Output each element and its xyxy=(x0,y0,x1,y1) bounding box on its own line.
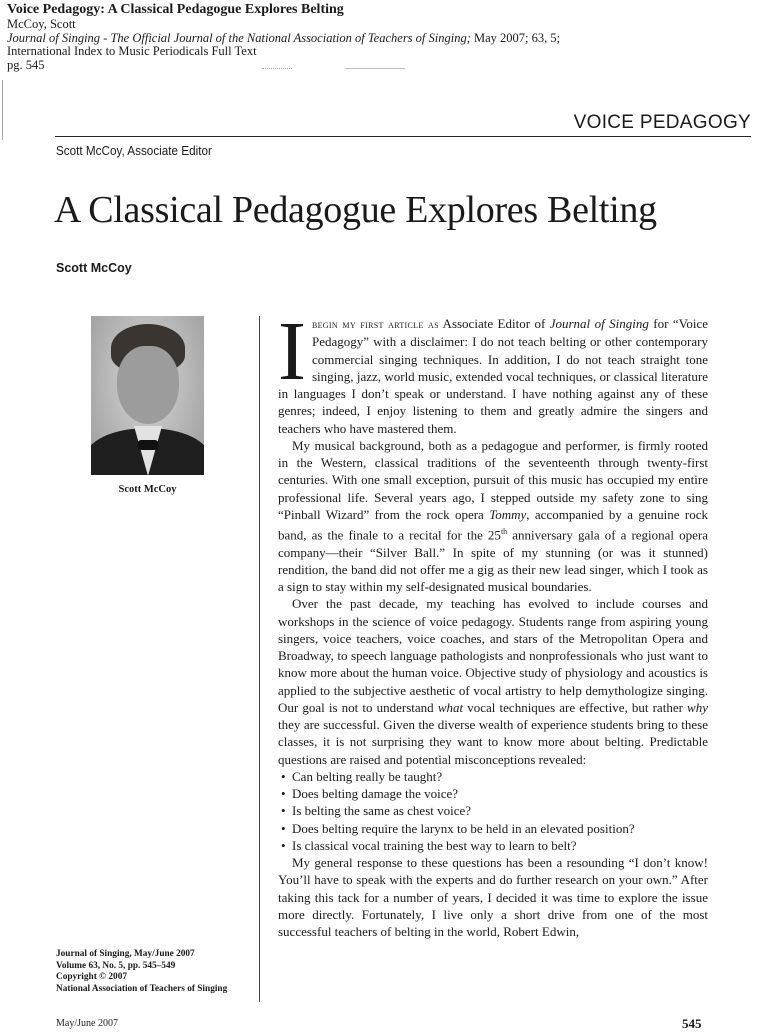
citation-index: International Index to Music Periodicals Full Text xyxy=(7,44,257,58)
list-item: • Is classical vocal training the best way to learn to belt? xyxy=(292,837,708,854)
citation-issue: May 2007; 63, 5; xyxy=(470,30,561,45)
citation-header xyxy=(7,2,757,72)
publication-info-line: National Association of Teachers of Singing xyxy=(56,983,228,994)
paragraph xyxy=(278,305,708,437)
text-run: vocal techniques are effective, but rather xyxy=(463,699,688,715)
question-list xyxy=(278,768,708,854)
paragraph xyxy=(278,437,708,596)
publication-info-line: Copyright © 2007 xyxy=(56,972,127,982)
text-run: they are successful. Given the diverse wealth of experience students bring to these classes, it is not surprising they want to know more about belting. Predictable questions are raised and potential misconceptions revealed: xyxy=(278,717,708,767)
footer-date: May/June 2007 xyxy=(56,1018,118,1029)
citation-page: pg. 545 xyxy=(7,57,45,72)
scan-edge-line xyxy=(2,80,3,140)
text-run: for “Voice Pedagogy” with a disclaimer: I do not teach belting or other contemporary commercial singing techniques. In addition, I do not teach straight tone singing, jazz, world music, extended vocal techniques, or classical literature in languages I don’t speak or understand. I have nothing against any of these genres; indeed, I enjoy listening to them and greatly admire the singers and teachers who have mastered them. xyxy=(278,316,708,436)
list-item: • Is belting the same as chest voice? xyxy=(292,802,708,819)
citation-title: Voice Pedagogy: A Classical Pedagogue Explores Belting xyxy=(7,2,344,17)
section-heading: VOICE PEDAGOGY xyxy=(573,112,751,133)
scan-mark xyxy=(345,68,405,69)
journal-name-italic: Journal of Singing xyxy=(549,316,649,331)
list-item: • Can belting really be taught? xyxy=(292,768,708,785)
opera-title-italic: Tommy xyxy=(489,506,527,522)
text-run: anniversary gala of a regional opera company—their “Silver Ball.” In spite of my stunning (or was it stunned) rendition, the band did not offer me a gig as their new lead singer, which I took as a sign to stay within my self-designated musical boundaries. xyxy=(278,527,708,595)
publication-info xyxy=(56,949,227,995)
paragraph xyxy=(278,595,708,768)
drop-cap: I xyxy=(278,305,306,398)
list-item: • Does belting require the larynx to be held in an elevated position? xyxy=(292,820,708,837)
text-run: Associate Editor of xyxy=(438,316,550,331)
scan-mark xyxy=(262,68,292,69)
superscript: th xyxy=(500,527,508,536)
text-run: Over the past decade, my teaching has evolved to include courses and workshops in the science of voice pedagogy. Students range from aspiring young singers, voice teachers, voice coaches, and stars of the Metropolitan Opera and Broadway, to speech language pathologists and nonprofessionals who just want to know more about the human voice. Objective study of physiology and acoustics is applied to the subjective aesthetic of vocal artistry to help demythologize singing. Our goal is not to understand xyxy=(278,596,708,715)
emphasis: what xyxy=(437,699,464,715)
paragraph: My general response to these questions has been a resounding “I don’t know! You’ll have to speak with the experts and do further research on your own.” After taking this tack for a number of years, I decided it was time to explore the issue more directly. Fortunately, I live only a short drive from one of the most successful teachers of belting in the world, Robert Edwin, xyxy=(278,855,708,940)
citation-journal-name: Journal of Singing - The Official Journal of the National Association of Teachers of Singing; xyxy=(7,30,471,45)
header-rule xyxy=(55,136,751,137)
author-photo xyxy=(91,316,204,475)
article-body xyxy=(278,305,708,940)
photo-caption: Scott McCoy xyxy=(118,484,177,495)
emphasis: why xyxy=(687,699,708,715)
citation-journal xyxy=(7,32,757,46)
article-title: A Classical Pedagogue Explores Belting xyxy=(54,189,657,231)
article-author: Scott McCoy xyxy=(56,261,132,275)
publication-info-line: Volume 63, No. 5, pp. 545–549 xyxy=(56,960,176,971)
lead-in-smallcaps: begin my first article as xyxy=(311,317,439,331)
text-run: My musical background, both as a pedagogue and performer, is firmly rooted in the Western, classical traditions of the seventeenth through twenty-first centuries. With one small exception, pursuit of this music has occupied my entire professional life. Several years ago, I stepped outside my safety zone to sing “Pinball Wizard” from the rock opera xyxy=(278,437,708,522)
publication-info-line: Journal of Singing, May/June 2007 xyxy=(56,949,195,959)
page-number: 545 xyxy=(682,1016,702,1031)
citation-author: McCoy, Scott xyxy=(7,17,76,31)
column-divider xyxy=(259,316,260,1002)
list-item: • Does belting damage the voice? xyxy=(292,785,708,802)
text-run: , accompanied by a genuine rock band, as the finale to a recital for the 25 xyxy=(278,506,708,543)
associate-editor-line: Scott McCoy, Associate Editor xyxy=(56,143,212,158)
